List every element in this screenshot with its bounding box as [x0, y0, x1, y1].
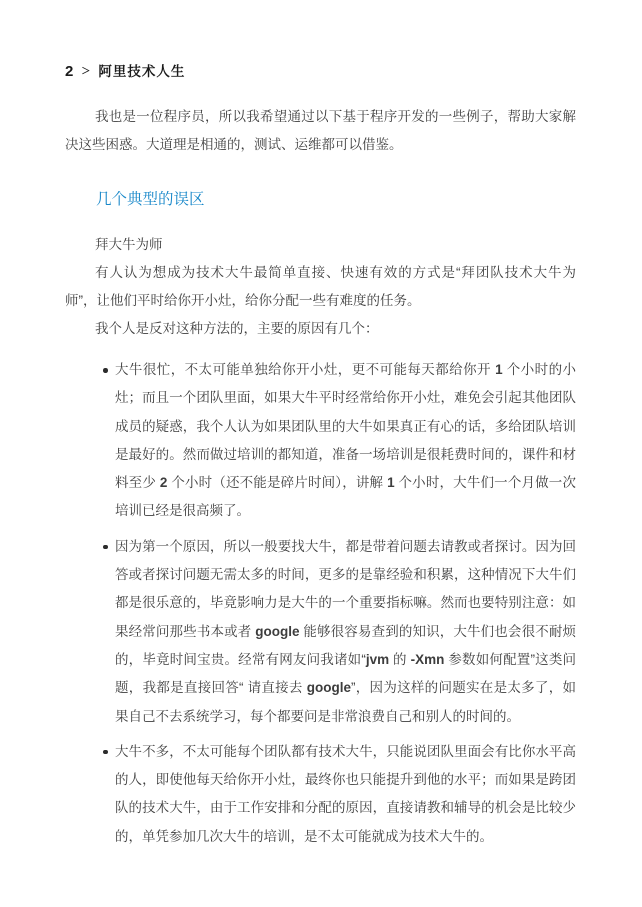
subsection-title: 拜大牛为师 — [95, 237, 163, 252]
text-run: 个小时（还不能是碎片时间），讲解 — [167, 475, 388, 491]
bold-term: -Xmn — [410, 651, 445, 667]
reason-item — [103, 533, 576, 731]
text-run: 因为第一个原因，所以一般要找大牛，都是带着问题去请教或者探讨。因为回答或者探讨问题无需太多的时间，更多的是靠经验和积累，这种情况下大牛们都是很乐意的，毕竟影响力是大牛的一个重要指标嘛。然而也要特别注意：如果经常问那些书本或者 — [115, 538, 576, 639]
reasons-list — [65, 356, 576, 851]
text-run: 大牛很忙，不太可能单独给你开小灶，更不可能每天都给你开 — [115, 362, 496, 377]
text-run: ”，因为这样的问题实在是太多了，如果自己不去系统学习，每个都要问是非常浪费自己和别人的时间的。 — [115, 680, 576, 724]
running-head — [65, 62, 576, 81]
text-run: 的 — [389, 651, 411, 667]
book-title: 阿里技术人生 — [98, 64, 186, 79]
intro-paragraph: 我也是一位程序员，所以我希望通过以下基于程序开发的一些例子，帮助大家解决这些困惑。大道理是相通的，测试、运维都可以借鉴。 — [65, 109, 576, 152]
page-number: 2 — [65, 63, 75, 80]
text-run: 参数如何配置”这类问题，我都是直接回答“ 请直接去 — [115, 651, 576, 696]
chevron-separator-icon: ＞ — [81, 66, 92, 76]
bold-term: 2 — [159, 475, 168, 491]
text-run: 个小时的小灶；而且一个团队里面，如果大牛平时经常给你开小灶，难免会引起其他团队成员的疑惑，我个人认为如果团队里的大牛如果真正有心的话，多给团队培训是最好的。然而做过培训的都知道，准备一场培训是很耗费时间的，课件和材料至少 — [115, 362, 576, 491]
text-run: 大牛不多，不太可能每个团队都有技术大牛，只能说团队里面会有比你水平高的人，即使他每天给你开小灶，最终你也只能提升到他的水平；而如果是跨团队的技术大牛，由于工作安排和分配的原因，直接请教和辅导的机会是比较少的，单凭参加几次大牛的培训，是不太可能就成为技术大牛的。 — [115, 743, 576, 844]
bold-term: google — [255, 623, 300, 639]
text-run: 个小时，大牛们一个月做一次 培训已经是很高频了。 — [115, 475, 576, 519]
section-title: 几个典型的误区 — [96, 191, 205, 208]
bold-term: jvm — [365, 651, 390, 667]
text-run: 能够很容易查到的知识，大牛们也会很不耐烦的，毕竟时间宝贵。经常有网友问我诸如“ — [115, 623, 576, 667]
opinion-paragraph: 我个人是反对这种方法的，主要的原因有几个： — [95, 321, 379, 336]
bold-term: google — [306, 680, 351, 696]
lead-paragraph: 有人认为想成为技术大牛最简单直接、快速有效的方式是“拜团队技术大牛为师”，让他们平时给你开小灶，给你分配一些有难度的任务。 — [65, 265, 576, 308]
reason-item — [103, 738, 576, 851]
bold-term: 1 — [387, 475, 395, 491]
bold-term: 1 — [495, 362, 503, 377]
reason-item — [103, 356, 576, 526]
